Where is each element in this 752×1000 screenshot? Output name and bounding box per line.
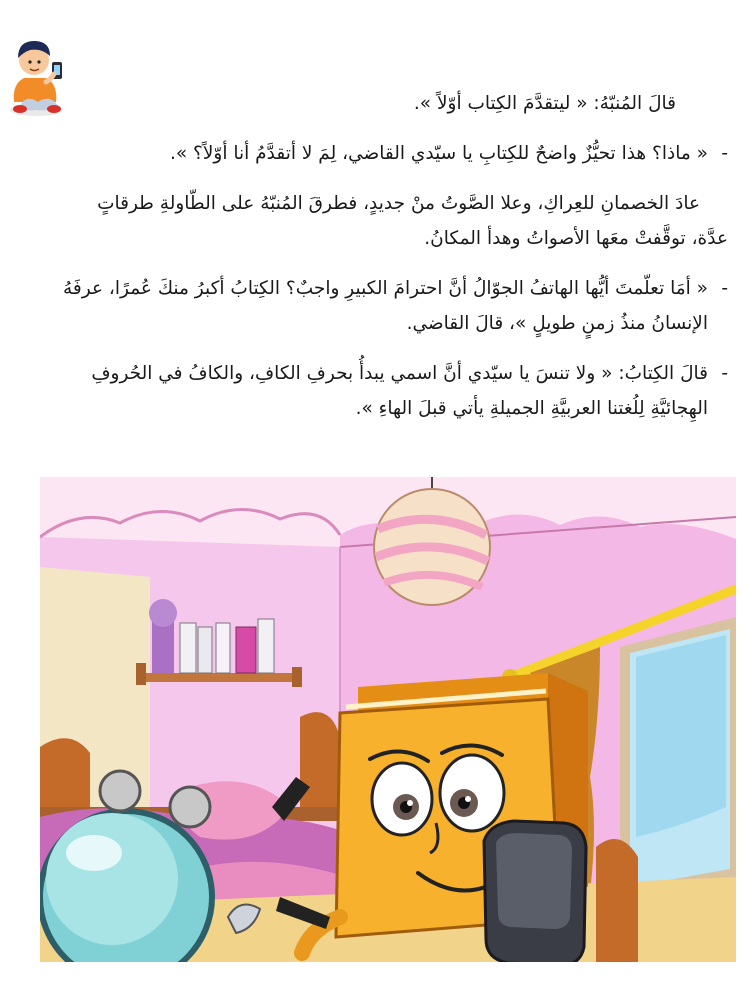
story-illustration	[40, 477, 736, 962]
paragraph-book-speaks: - قالَ الكِتابُ: « ولا تنسَ يا سيّدي أنَّ اسمي يبدأُ بحرفِ الكافِ، والكافُ في الحُروفِ الهِجائيَّةِ لِلُغتنا العربيَّةِ الجميلةِ يأتي قبلَ الهاءِ ».	[62, 356, 728, 426]
story-text	[62, 86, 728, 441]
paragraph-argument-resumes: عادَ الخصمانِ للعِراكِ، وعلا الصَّوتُ منْ جديدٍ، فطرقَ المُنبّهُ على الطّاولةِ طرقاتٍ عدَّة، توقَّفتْ معَها الأصواتُ وهدأ المكانُ.	[97, 193, 728, 249]
paragraph-judge-speaks: - « أمَا تعلّمتَ أيُّها الهاتفُ الجوّالُ أنَّ احترامَ الكبيرِ واجبٌ؟ الكِتابُ أكبرُ منكَ عُمرًا، عرفَهُ الإنسانُ منذُ زمنٍ طويلٍ »، قالَ القاضي.	[62, 271, 728, 341]
paragraph-phone-objects: - « ماذا؟ هذا تحيُّزٌ واضحٌ للكِتابِ يا سيّدي القاضي، لِمَ لا أتقدَّمُ أنا أوّلاً؟ ».	[62, 136, 728, 171]
paragraph-alarm-speaks: قالَ المُنبّهُ: « ليتقدَّمَ الكِتاب أوّلاً ».	[413, 93, 676, 114]
